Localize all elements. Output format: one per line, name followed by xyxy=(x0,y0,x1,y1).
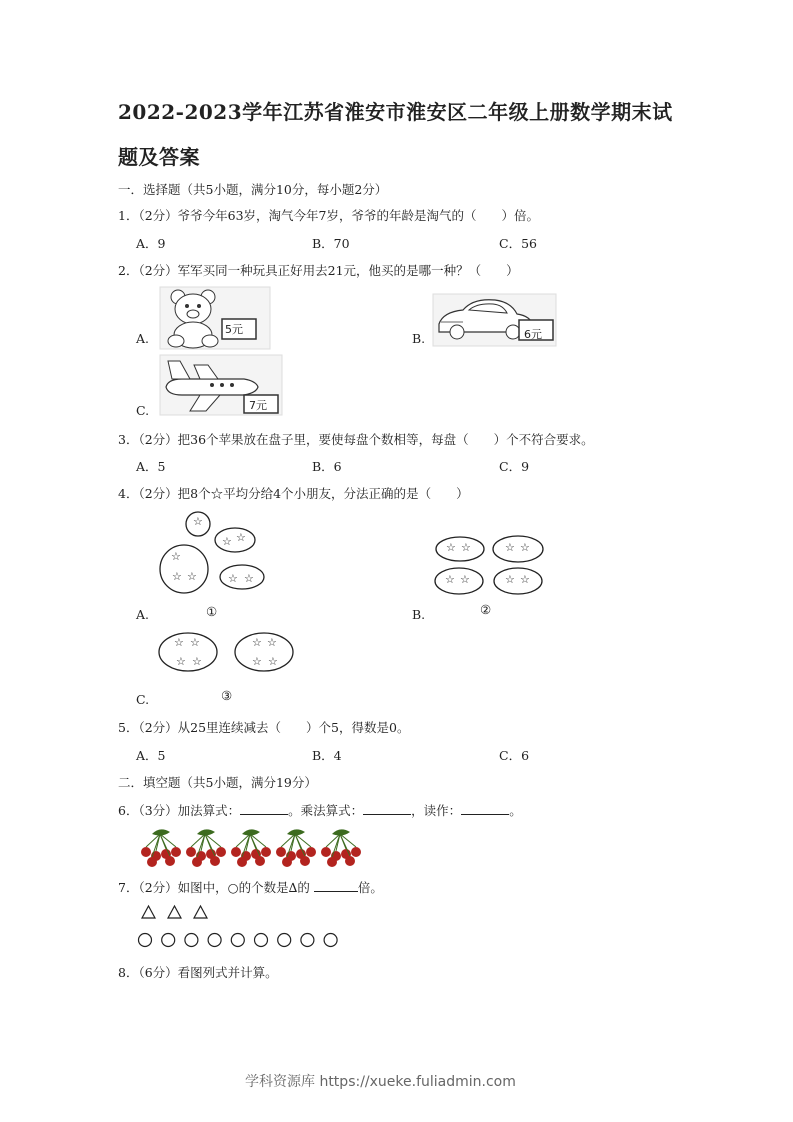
question-4-option-b: B. xyxy=(412,607,426,622)
star-icon: ☆ xyxy=(174,636,184,649)
section-heading-choice: 一．选择题（共5小题，满分10分，每小题2分） xyxy=(118,182,388,197)
question-1-option-a: A．9 xyxy=(136,236,166,251)
question-6-text-1: 6．（3分）加法算式： xyxy=(118,803,241,818)
question-4-marker-3: ③ xyxy=(221,688,233,703)
question-6-text-3: ，读作： xyxy=(411,803,462,818)
section-heading-fill-in: 二．填空题（共5小题，满分19分） xyxy=(118,775,317,790)
answer-blank-multiplication[interactable] xyxy=(363,802,411,815)
cherry-bunch-icon xyxy=(276,829,316,867)
question-6-text-4: 。 xyxy=(509,803,522,818)
question-5-option-a: A．5 xyxy=(136,748,166,763)
page-title-line1: 2022-2023学年江苏省淮安市淮安区二年级上册数学期末试 xyxy=(118,100,673,124)
star-icon: ☆ xyxy=(505,541,515,554)
circle-icon xyxy=(208,934,221,947)
circle-icon xyxy=(139,934,152,947)
question-5-stem: 5．（2分）从25里连续减去（ ）个5，得数是0。 xyxy=(118,720,410,735)
question-7-text-3: 的 xyxy=(297,880,310,895)
star-icon: ☆ xyxy=(446,541,456,554)
question-7-text-2: 的个数是 xyxy=(238,880,289,895)
star-icon: ☆ xyxy=(187,570,197,583)
question-6-text-2: 。乘法算式： xyxy=(288,803,364,818)
question-2-option-c: C. xyxy=(136,403,150,418)
star-icon: ☆ xyxy=(222,535,232,548)
circle-icon xyxy=(185,934,198,947)
answer-blank-addition[interactable] xyxy=(240,802,288,815)
question-4-marker-2: ② xyxy=(480,602,492,617)
cherry-bunch-icon xyxy=(141,829,181,867)
triangle-symbol: ∆ xyxy=(288,880,298,895)
star-icon: ☆ xyxy=(236,531,246,544)
circle-icon xyxy=(255,934,268,947)
star-icon: ☆ xyxy=(228,572,238,585)
price-tag-car: 6元 xyxy=(524,328,542,341)
question-4-marker-1: ① xyxy=(206,604,218,619)
question-7-text-4: 倍。 xyxy=(357,880,383,895)
star-icon: ☆ xyxy=(520,573,530,586)
circle-icon xyxy=(278,934,291,947)
cherry-bunch-icon xyxy=(321,829,361,867)
star-icon: ☆ xyxy=(176,655,186,668)
question-1-option-b: B．70 xyxy=(312,236,350,251)
star-icon: ☆ xyxy=(171,550,181,563)
teddy-bear-icon xyxy=(160,287,270,349)
question-3-option-a: A．5 xyxy=(136,459,166,474)
question-2-stem: 2．（2分）军军买同一种玩具正好用去21元，他买的是哪一种？（ ） xyxy=(118,263,519,278)
question-5-option-b: B．4 xyxy=(312,748,342,763)
question-4-stem: 4．（2分）把8个☆平均分给4个小朋友，分法正确的是（ ） xyxy=(118,486,469,501)
star-icon: ☆ xyxy=(268,655,278,668)
question-8-stem: 8．（6分）看图列式并计算。 xyxy=(118,965,278,980)
answer-blank-reading[interactable] xyxy=(461,802,509,815)
question-4-option-c: C. xyxy=(136,692,150,707)
question-1-stem: 1．（2分）爷爷今年63岁，淘气今年7岁，爷爷的年龄是淘气的（ ）倍。 xyxy=(118,208,540,223)
price-tag-airplane: 7元 xyxy=(249,399,267,412)
star-icon: ☆ xyxy=(192,655,202,668)
triangle-icon xyxy=(142,906,155,918)
triangle-icon xyxy=(194,906,207,918)
star-icon: ☆ xyxy=(172,570,182,583)
question-7-text-1: 7．（2分）如图中， xyxy=(118,880,228,895)
question-2-option-b: B. xyxy=(412,331,426,346)
question-3-option-c: C．9 xyxy=(499,459,530,474)
star-icon: ☆ xyxy=(520,541,530,554)
triangles-and-circles-figure xyxy=(136,903,341,949)
cherry-bunch-icon xyxy=(186,829,226,867)
question-2-option-a: A. xyxy=(136,331,150,346)
star-icon: ☆ xyxy=(252,636,262,649)
star-icon: ☆ xyxy=(267,636,277,649)
question-4-option-a: A. xyxy=(136,607,150,622)
star-icon: ☆ xyxy=(190,636,200,649)
circle-icon xyxy=(162,934,175,947)
cherries-illustration xyxy=(140,826,365,866)
star-icon: ☆ xyxy=(244,572,254,585)
page-title-line2: 题及答案 xyxy=(118,145,200,169)
price-tag-bear: 5元 xyxy=(225,323,243,336)
question-1-option-c: C．56 xyxy=(499,236,537,251)
question-5-option-c: C．6 xyxy=(499,748,530,763)
star-icon: ☆ xyxy=(505,573,515,586)
cherry-bunch-icon xyxy=(231,829,271,867)
circle-icon xyxy=(231,934,244,947)
star-icon: ☆ xyxy=(461,541,471,554)
circle-icon xyxy=(301,934,314,947)
star-icon: ☆ xyxy=(460,573,470,586)
star-icon: ☆ xyxy=(193,515,203,528)
footer-source: 学科资源库 https://xueke.fuliadmin.com xyxy=(245,1074,516,1090)
question-3-stem: 3．（2分）把36个苹果放在盘子里，要使每盘个数相等，每盘（ ）个不符合要求。 xyxy=(118,432,594,447)
star-icon: ☆ xyxy=(445,573,455,586)
question-7-stem xyxy=(118,878,383,896)
question-6-stem xyxy=(118,801,522,819)
triangle-icon xyxy=(168,906,181,918)
question-3-option-b: B．6 xyxy=(312,459,342,474)
circle-icon xyxy=(324,934,337,947)
star-icon: ☆ xyxy=(252,655,262,668)
circle-symbol: ○ xyxy=(227,880,239,895)
answer-blank-times[interactable] xyxy=(314,879,358,892)
